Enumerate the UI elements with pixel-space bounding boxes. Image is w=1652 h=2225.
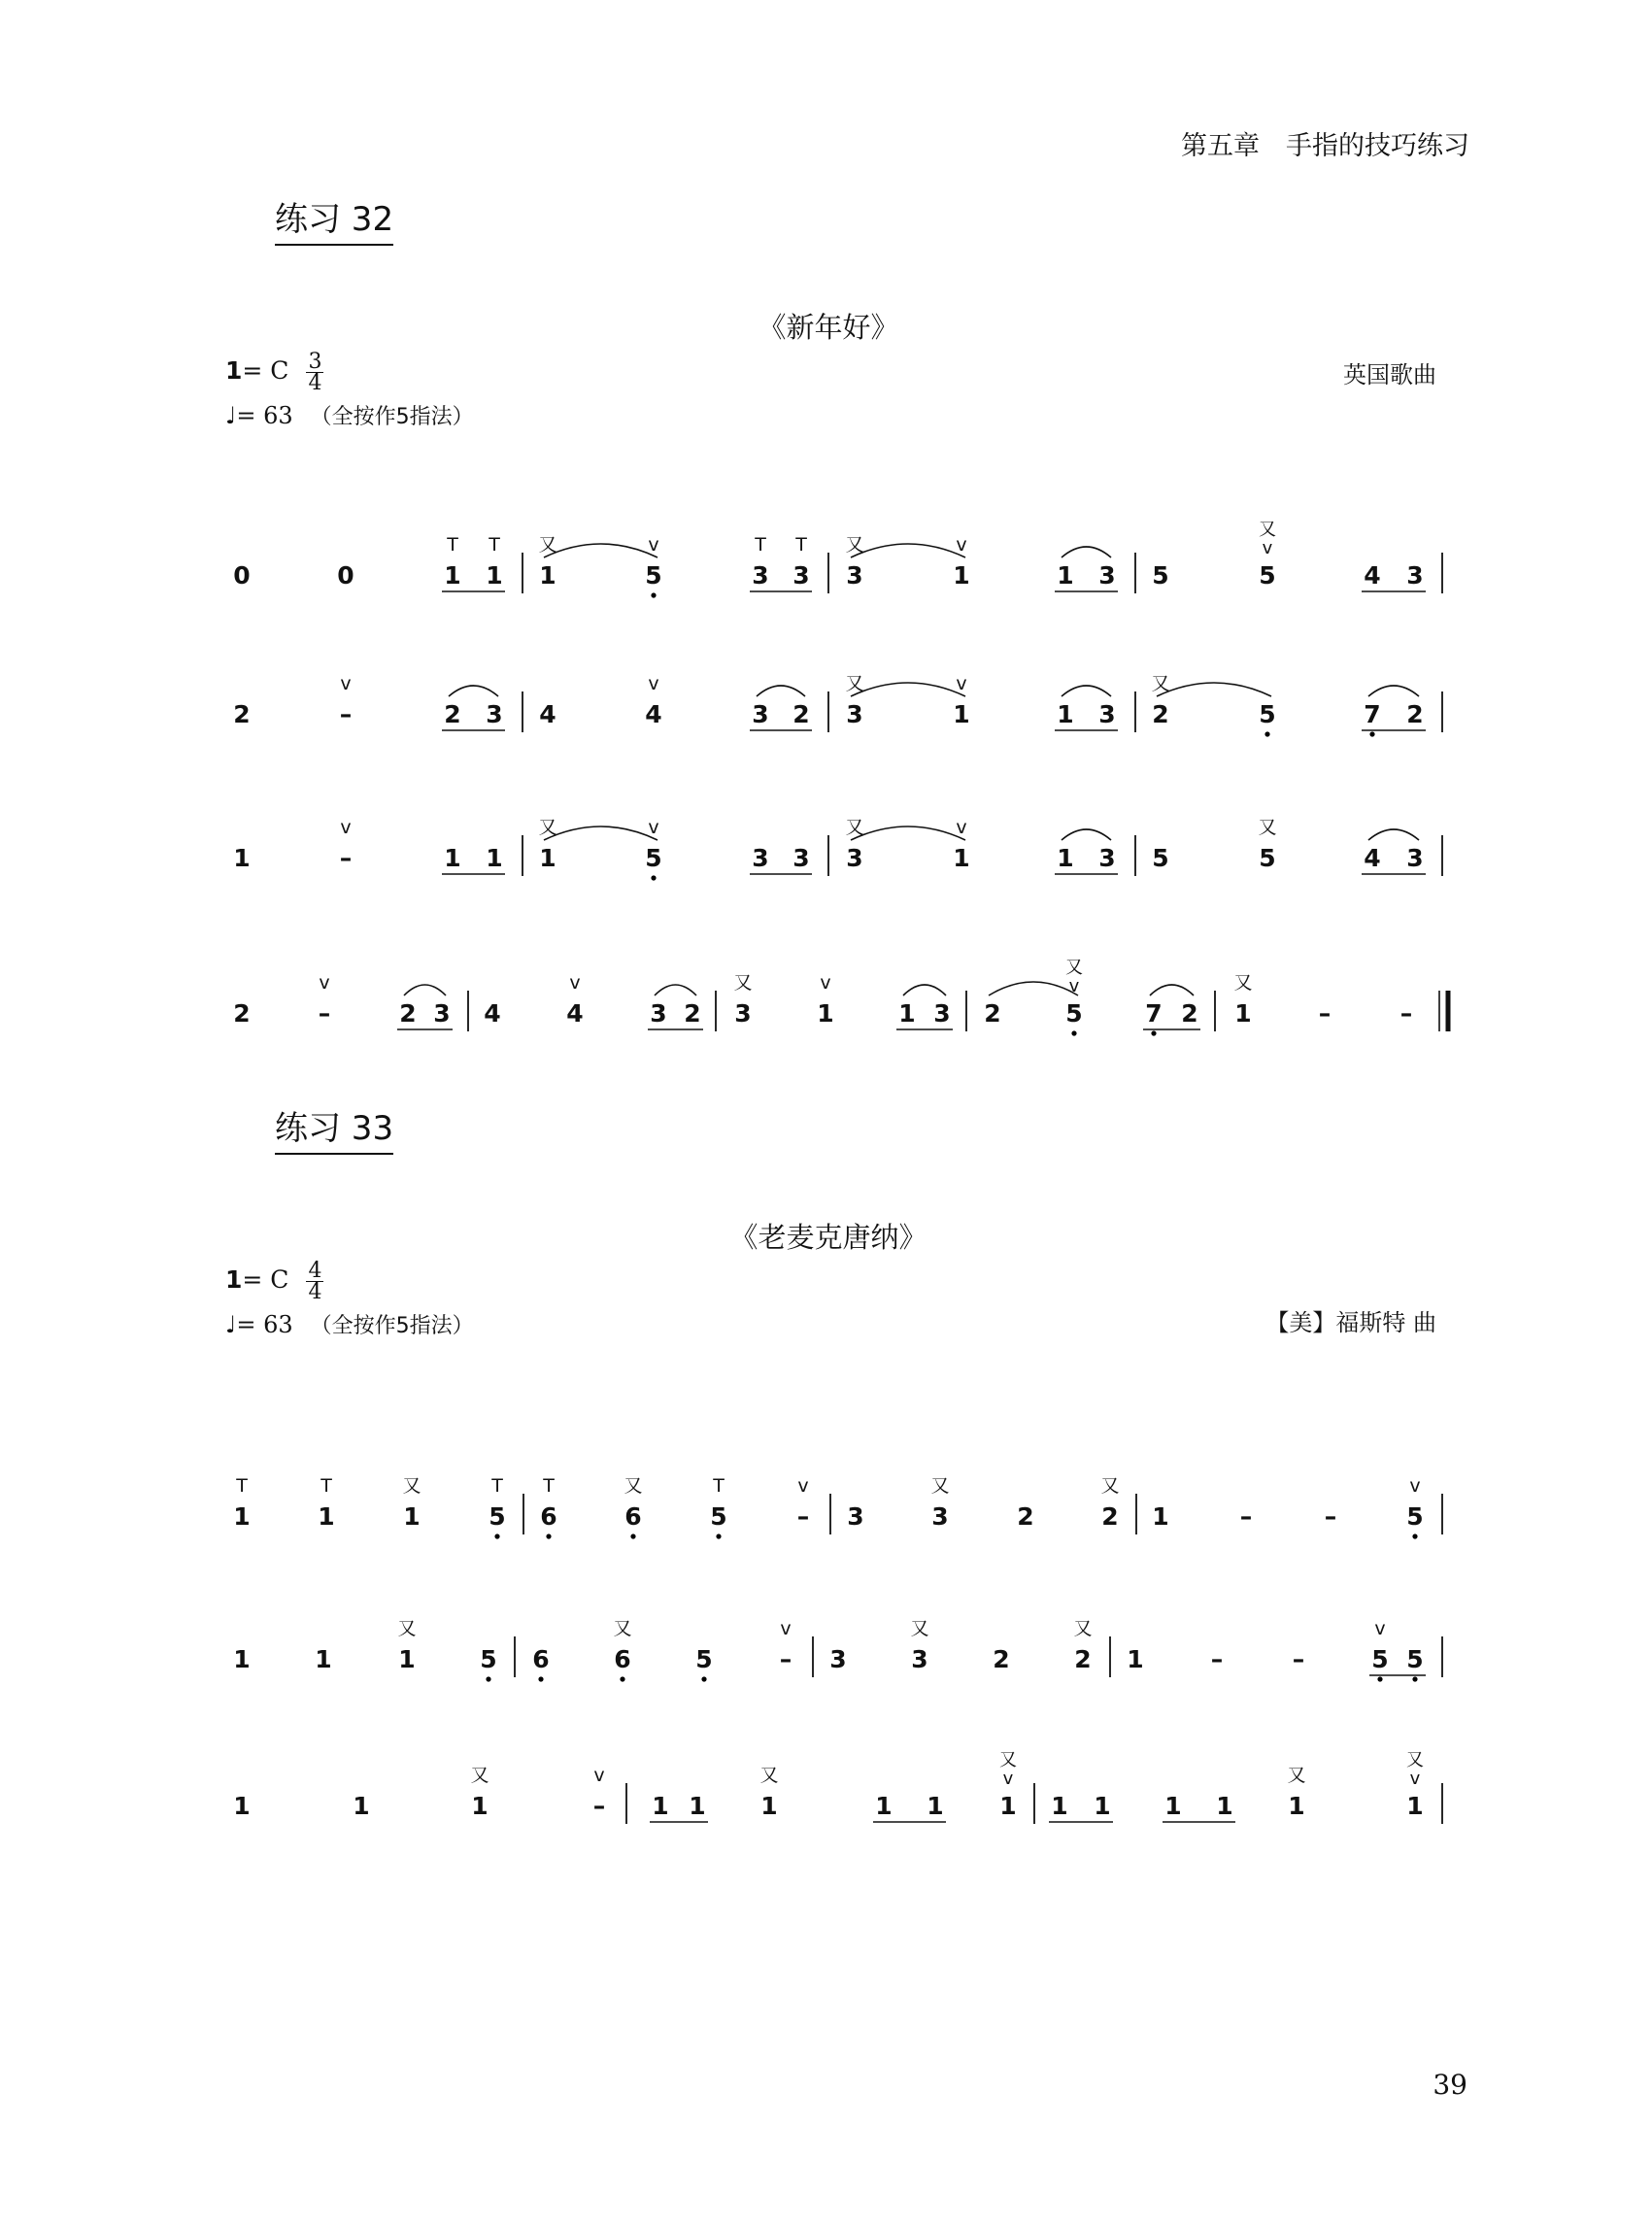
breath-mark: v (956, 534, 967, 556)
ex32-note: 1 (539, 844, 556, 872)
breath-mark: v (340, 673, 352, 694)
ex32-note: – (1399, 999, 1413, 1028)
slur (1157, 683, 1271, 696)
ex32-note: 0 (337, 561, 354, 590)
double-tongue-mark: 又 (538, 817, 557, 838)
ex32-note: 1 (444, 844, 461, 872)
double-tongue-mark: 又 (759, 1765, 779, 1786)
time-sig-numerator: 3 (308, 350, 322, 374)
ex32-note: 2 (233, 999, 251, 1028)
ex33-note: 3 (829, 1645, 847, 1673)
key-equals: = C (242, 1265, 289, 1294)
slur (851, 544, 965, 557)
ex33-note: 6 (540, 1502, 557, 1531)
ex32-note: 3 (752, 561, 769, 590)
ex32-note: 1 (953, 561, 970, 590)
ex33-note: 1 (403, 1502, 421, 1531)
breath-mark: v (648, 817, 659, 838)
double-tongue-mark: 又 (1151, 673, 1170, 694)
ex33-note: 3 (847, 1502, 864, 1531)
tempo-value: = 63 (236, 1311, 293, 1338)
ex32-note: 1 (444, 561, 461, 590)
tongue-mark: T (543, 1475, 555, 1497)
key-equals: = C (242, 356, 289, 385)
ex33-note: 5 (480, 1645, 497, 1673)
ex32-note: 3 (1098, 700, 1116, 728)
ex33-note: 1 (233, 1502, 251, 1531)
ex33-note: 5 (489, 1502, 506, 1531)
octave-dot-low (620, 1676, 624, 1681)
ex32-note: 4 (1364, 844, 1381, 872)
double-tongue-mark: 又 (1065, 958, 1083, 978)
octave-dot-low (538, 1676, 543, 1681)
ex32-note: 5 (1065, 999, 1083, 1028)
ex32-note: 3 (433, 999, 451, 1028)
slur (757, 686, 805, 696)
slur (903, 985, 946, 995)
ex32-note: – (1318, 999, 1332, 1028)
double-tongue-mark: 又 (397, 1618, 417, 1639)
ex32-note: – (339, 700, 353, 728)
tongue-mark: T (489, 534, 500, 556)
ex33-note: 6 (624, 1502, 642, 1531)
double-tongue-mark: 又 (1287, 1765, 1306, 1786)
exercise-33-title: 练习 33 (275, 1101, 393, 1155)
ex33-note: 6 (614, 1645, 631, 1673)
double-tongue-mark: 又 (845, 817, 864, 838)
breath-mark: v (1374, 1618, 1386, 1639)
ex32-note: 7 (1364, 700, 1381, 728)
ex33-note: – (1324, 1502, 1337, 1531)
slur (544, 826, 657, 840)
ex32-note: 1 (1057, 700, 1074, 728)
ex32-note: 2 (399, 999, 417, 1028)
ex32-note: 5 (1259, 561, 1276, 590)
fingering-hint: （全按作5指法） (310, 405, 474, 429)
slur (989, 982, 1078, 995)
page-number: 39 (1433, 2069, 1467, 2101)
ex32-note: 3 (1098, 561, 1116, 590)
double-tongue-mark: 又 (733, 972, 753, 994)
ex32-note: 3 (846, 561, 863, 590)
ex32-note: 3 (792, 844, 810, 872)
ex32-note: 3 (650, 999, 667, 1028)
ex33-note: 1 (927, 1792, 944, 1820)
slur (655, 985, 696, 995)
ex32-note: 3 (1098, 844, 1116, 872)
ex33-note: 5 (1371, 1645, 1389, 1673)
breath-mark: v (648, 673, 659, 694)
tongue-mark: T (236, 1475, 248, 1497)
ex32-note: 4 (566, 999, 584, 1028)
time-sig-numerator: 4 (308, 1259, 322, 1283)
ex33-note: 1 (315, 1645, 332, 1673)
ex32-note: 5 (1259, 700, 1276, 728)
ex32-note: 2 (684, 999, 701, 1028)
octave-dot-low (1071, 1030, 1076, 1035)
ex33-note: 1 (1094, 1792, 1111, 1820)
ex33-note: 1 (689, 1792, 706, 1820)
octave-dot-low (1412, 1534, 1417, 1538)
ex32-note: 3 (1406, 844, 1424, 872)
octave-dot-low (546, 1534, 551, 1538)
tongue-mark: T (320, 1475, 332, 1497)
ex33-note: 3 (911, 1645, 928, 1673)
ex32-note: 1 (539, 561, 556, 590)
slur (1150, 985, 1194, 995)
key-tonic: 1 (225, 1265, 243, 1294)
octave-dot-low (701, 1676, 706, 1681)
ex32-note: 3 (734, 999, 752, 1028)
breath-mark: v (1262, 538, 1273, 558)
ex32-note: 5 (1152, 844, 1169, 872)
double-tongue-mark: 又 (402, 1475, 421, 1497)
slur (449, 686, 498, 696)
ex32-note: 1 (1057, 844, 1074, 872)
ex32-note: 1 (1057, 561, 1074, 590)
octave-dot-low (1151, 1030, 1156, 1035)
ex33-note: 1 (318, 1502, 335, 1531)
slur (1062, 547, 1111, 557)
ex32-note: 1 (1234, 999, 1252, 1028)
double-tongue-mark: 又 (910, 1618, 929, 1639)
ex33-note: 5 (695, 1645, 713, 1673)
double-tongue-mark: 又 (1258, 817, 1277, 838)
ex32-note: – (318, 999, 331, 1028)
ex32-note: 1 (953, 700, 970, 728)
double-tongue-mark: 又 (1233, 972, 1253, 994)
octave-dot-low (630, 1534, 635, 1538)
ex32-note: 2 (444, 700, 461, 728)
breath-mark: v (569, 972, 581, 994)
double-tongue-mark: 又 (538, 534, 557, 556)
ex32-note: – (339, 844, 353, 872)
ex33-note: 1 (652, 1792, 669, 1820)
exercise-32-title: 练习 32 (275, 192, 393, 246)
tongue-mark: T (713, 1475, 725, 1497)
ex33-note: 1 (1406, 1792, 1424, 1820)
octave-dot-low (1369, 731, 1374, 736)
ex32-note: 0 (233, 561, 251, 590)
ex33-note: 1 (1152, 1502, 1169, 1531)
octave-dot-low (651, 592, 656, 597)
ex32-note: 1 (486, 844, 503, 872)
ex33-note: 2 (1017, 1502, 1034, 1531)
tongue-mark: T (447, 534, 458, 556)
ex32-note: 2 (984, 999, 1001, 1028)
double-tongue-mark: 又 (1073, 1618, 1093, 1639)
ex33-note: 1 (1164, 1792, 1182, 1820)
octave-dot-low (1264, 731, 1269, 736)
ex33-note: 5 (710, 1502, 727, 1531)
ex33-note: 1 (1051, 1792, 1068, 1820)
ex33-note: 1 (760, 1792, 778, 1820)
ex33-note: 1 (1216, 1792, 1233, 1820)
ex33-note: 3 (931, 1502, 949, 1531)
double-tongue-mark: 又 (1406, 1750, 1424, 1770)
ex32-note: 2 (233, 700, 251, 728)
octave-dot-low (486, 1676, 490, 1681)
breath-mark: v (648, 534, 659, 556)
key-tonic: 1 (225, 356, 243, 385)
double-tongue-mark: 又 (1100, 1475, 1120, 1497)
ex32-note: 3 (846, 700, 863, 728)
ex32-note: 1 (817, 999, 834, 1028)
ex33-note: 2 (1101, 1502, 1119, 1531)
quarter-note-icon: ♩ (225, 1311, 237, 1338)
ex33-note: 2 (993, 1645, 1010, 1673)
breath-mark: v (1409, 1769, 1421, 1789)
slur (1062, 686, 1111, 696)
ex32-note: 4 (539, 700, 556, 728)
tempo-value: = 63 (236, 402, 293, 429)
tongue-mark: T (795, 534, 807, 556)
ex32-note: 3 (752, 700, 769, 728)
slur (1062, 829, 1111, 840)
ex32-note: 5 (645, 844, 662, 872)
breath-mark: v (820, 972, 831, 994)
ex33-note: 1 (1127, 1645, 1144, 1673)
slur (404, 985, 446, 995)
ex32-note: 2 (792, 700, 810, 728)
ex32-note: 1 (233, 844, 251, 872)
time-sig-denominator: 4 (308, 1280, 322, 1304)
ex32-note: 3 (792, 561, 810, 590)
composer-33: 【美】福斯特 曲 (1265, 1309, 1436, 1336)
ex33-note: 6 (532, 1645, 550, 1673)
ex32-note: 1 (898, 999, 916, 1028)
fingering-hint: （全按作5指法） (310, 1314, 474, 1338)
ex33-note: – (796, 1502, 810, 1531)
ex32-note: 2 (1181, 999, 1198, 1028)
breath-mark: v (1002, 1769, 1014, 1789)
ex32-note: 7 (1145, 999, 1163, 1028)
breath-mark: v (956, 673, 967, 694)
ex33-note: 1 (233, 1792, 251, 1820)
double-tongue-mark: 又 (1259, 520, 1276, 540)
ex32-note: 4 (645, 700, 662, 728)
ex33-note: 1 (875, 1792, 893, 1820)
ex32-note: 3 (752, 844, 769, 872)
octave-dot-low (651, 875, 656, 880)
ex33-note: – (779, 1645, 792, 1673)
ex33-note: 5 (1406, 1502, 1424, 1531)
breath-mark: v (1068, 976, 1080, 996)
ex33-note: 1 (471, 1792, 489, 1820)
ex33-note: 1 (999, 1792, 1017, 1820)
slur (544, 544, 657, 557)
double-tongue-mark: 又 (999, 1750, 1017, 1770)
ex32-note: 5 (1152, 561, 1169, 590)
breath-mark: v (956, 817, 967, 838)
slur (1368, 829, 1419, 840)
ex33-note: – (1210, 1645, 1224, 1673)
ex33-note: – (592, 1792, 606, 1820)
double-tongue-mark: 又 (845, 673, 864, 694)
ex32-note: 3 (846, 844, 863, 872)
ex33-note: 1 (1288, 1792, 1305, 1820)
ex33-note: 2 (1074, 1645, 1092, 1673)
ex32-note: 1 (953, 844, 970, 872)
ex33-note: 1 (398, 1645, 416, 1673)
ex33-note: 1 (233, 1645, 251, 1673)
double-tongue-mark: 又 (470, 1765, 489, 1786)
slur (851, 826, 965, 840)
double-tongue-mark: 又 (624, 1475, 643, 1497)
ex32-note: 3 (1406, 561, 1424, 590)
ex32-note: 1 (486, 561, 503, 590)
double-tongue-mark: 又 (845, 534, 864, 556)
breath-mark: v (593, 1765, 605, 1786)
ex32-note: 2 (1152, 700, 1169, 728)
ex32-note: 5 (645, 561, 662, 590)
breath-mark: v (1409, 1475, 1421, 1497)
breath-mark: v (319, 972, 330, 994)
breath-mark: v (780, 1618, 792, 1639)
ex33-note: – (1239, 1502, 1253, 1531)
song-title-laomaiketangna: 《老麦克唐纳》 (729, 1221, 927, 1254)
octave-dot-low (716, 1534, 721, 1538)
time-sig-denominator: 4 (308, 371, 322, 395)
composer-32: 英国歌曲 (1343, 361, 1436, 388)
double-tongue-mark: 又 (930, 1475, 950, 1497)
song-title-xinnianhao: 《新年好》 (758, 311, 899, 344)
double-tongue-mark: 又 (613, 1618, 632, 1639)
quarter-note-icon: ♩ (225, 402, 237, 429)
tongue-mark: T (755, 534, 766, 556)
slur (1368, 686, 1419, 696)
octave-dot-low (1412, 1676, 1417, 1681)
octave-dot-low (494, 1534, 499, 1538)
slur (851, 683, 965, 696)
ex32-note: 2 (1406, 700, 1424, 728)
breath-mark: v (797, 1475, 809, 1497)
ex33-note: – (1292, 1645, 1305, 1673)
breath-mark: v (340, 817, 352, 838)
ex33-note: 5 (1406, 1645, 1424, 1673)
chapter-header: 第五章 手指的技巧练习 (1181, 131, 1469, 161)
tongue-mark: T (491, 1475, 503, 1497)
ex32-note: 4 (1364, 561, 1381, 590)
ex32-note: 5 (1259, 844, 1276, 872)
ex32-note: 3 (486, 700, 503, 728)
ex32-note: 4 (484, 999, 501, 1028)
ex33-note: 1 (353, 1792, 370, 1820)
octave-dot-low (1377, 1676, 1382, 1681)
ex32-note: 3 (933, 999, 951, 1028)
